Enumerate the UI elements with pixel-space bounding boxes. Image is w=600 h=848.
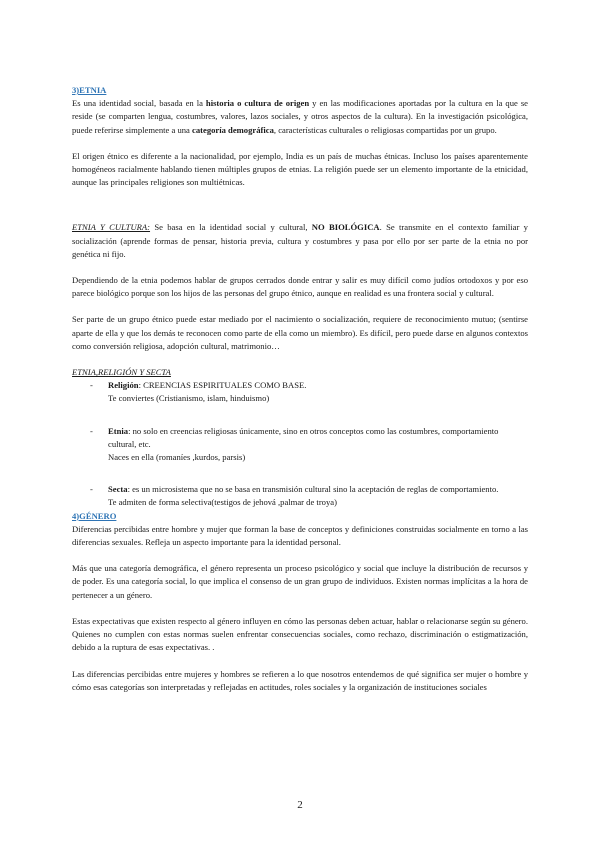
list-text: : es un microsistema que no se basa en transmisión cultural sino la aceptación de reglas de comportamiento. [127,484,499,495]
bold-term: categoría demográfica [192,124,274,135]
list-term: Etnia [108,425,129,436]
text-run: Es una identidad social, basada en la [72,98,206,109]
text-run: y en las modificaciones aportadas por la cultura en la que se reside (se comparten lengua, costumbres, valores, lazos sociales, y otros aspectos de la cultura). En la investigación psicológica, puede referirse simplemente a una [72,98,528,135]
list-item-secta [72,483,528,509]
paragraph-etnia-cultura [72,221,528,261]
list-subtext: Naces en ella (romaníes ,kurdos, parsis) [108,452,246,463]
paragraph-genero-definition: Diferencias percibidas entre hombre y mujer que forman la base de conceptos y definiciones construidas socialmente en torno a las diferencias sexuales. Refleja un aspecto importante para la identidad personal. [72,523,528,548]
paragraph-genero-categoria: Más que una categoría demográfica, el género representa un proceso psicológico y social que incluye la distribución de recursos y de poder. Es una categoría social, lo que implica el consenso de un gran grupo de individuos. Existen normas implícitas a la hora de pertenecer a un género. [72,563,528,600]
italic-label: ETNIA Y CULTURA: [72,222,151,233]
subheading-etnia-religion-secta: ETNIA,RELIGIÓN Y SECTA [72,367,171,378]
section-heading-genero: 4)GÉNERO [72,510,117,521]
dash-bullet: - [90,380,93,391]
list-text: : CREENCIAS ESPIRITUALES COMO BASE. [138,380,307,391]
bold-term: historia o cultura de origen [205,98,310,109]
list-subtext: Te conviertes (Cristianismo, islam, hinduismo) [108,393,270,404]
text-run: . Se transmite en el contexto familiar y socialización (aprende formas de pensar, historia previa, cultura y costumbres y pasa por ello por ser parte de la etnia no por genética ni fijo. [72,222,528,259]
list-item-etnia [72,425,528,465]
list-term: Religión [108,380,139,391]
paragraph-genero-expectativas: Estas expectativas que existen respecto al género influyen en cómo las personas deben actuar, hablar o relacionarse según su género. Quienes no cumplen con estas normas suelen enfrentar consecuencias sociales, como rechazo, discriminación o estigmatización, debido a la ruptura de esas expectativas. . [72,615,528,653]
bold-term: NO BIOLÓGICA [311,222,380,233]
dash-bullet: - [90,425,93,436]
paragraph-origen-etnico: El origen étnico es diferente a la nacionalidad, por ejemplo, India es un país de muchas étnicas. Incluso los países aparentemente homogéneos racialmente hablando tienen múltiples grupos de etnias. La religión puede ser un elemento importante de la etnicidad, aunque las principales religiones son multiétnicas. [72,150,528,188]
dash-bullet: - [90,484,93,495]
paragraph-grupos-cerrados: Dependiendo de la etnia podemos hablar de grupos cerrados donde entrar y salir es muy difícil como judíos ortodoxos y por eso parece biológico porque son los hijos de las personas del grupo étnico, aunque en realidad es una frontera social y cultural. [72,275,528,299]
definitions-list [72,379,528,509]
section-heading-etnia: 3)ETNIA [72,85,107,95]
text-run: , características culturales o religiosas compartidas por un grupo. [273,124,497,135]
document-page [72,84,528,694]
page-number: 2 [297,799,303,811]
paragraph-pertenencia: Ser parte de un grupo étnico puede estar mediado por el nacimiento o socialización, requiere de reconocimiento mutuo; (sentirse aparte de ella y que los demás te reconocen como parte de ella como un miembro). Es difícil, pero puede darse en algunos contextos como conversión religiosa, adopción cultural, matrimonio… [72,314,528,351]
text-run: Se basa en la identidad social y cultural, [150,222,312,233]
list-subtext: Te admiten de forma selectiva(testigos de jehová ,palmar de troya) [108,497,337,508]
paragraph-genero-diferencias: Las diferencias percibidas entre mujeres y hombres se refieren a lo que nosotros entendemos de qué significa ser mujer o hombre y cómo esas categorías son interpretadas y reflejadas en actitudes, roles sociales y la organización de instituciones sociales [72,668,528,692]
list-item-religion [72,379,528,405]
paragraph-etnia-definition [72,97,528,137]
list-text: : no solo en creencias religiosas únicamente, sino en otros conceptos como las costumbres, comportamiento cultural, etc. [108,425,499,449]
list-term: Secta [108,484,128,495]
